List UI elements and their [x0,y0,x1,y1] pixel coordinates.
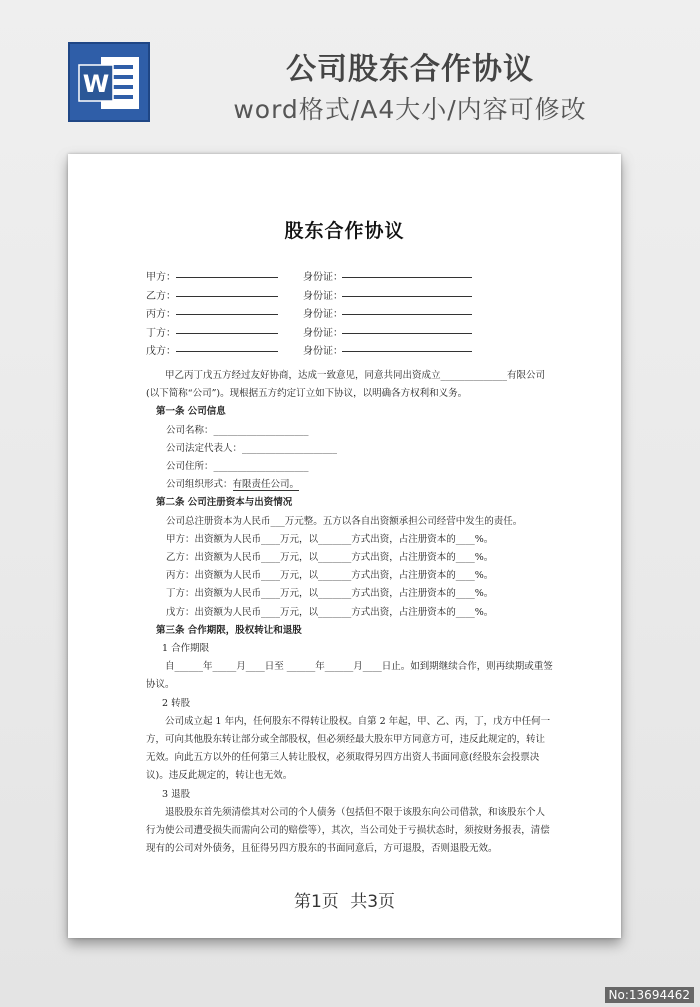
subsection-heading: 1 合作期限 [162,643,210,655]
id-label: 身份证： [303,309,343,320]
org-form-line [146,476,554,494]
document-title: 股东合作协议 [284,220,405,242]
party-row [146,285,566,304]
party-row [146,266,566,285]
party-row [146,340,566,359]
word-document-icon [67,41,151,123]
party-label: 戊方： [146,346,176,357]
party-label: 丁方： [146,327,176,339]
id-label: 身份证： [303,346,343,357]
article-heading: 第二条 公司注册资本与出资情况 [156,497,293,509]
article-heading: 第三条 合作期限，股权转让和退股 [156,624,302,636]
id-number-blank [342,266,472,278]
party-name-blank [176,303,278,315]
document-page [68,154,621,938]
word-icon-letter: W [82,70,110,98]
id-number-blank [342,303,472,315]
withdraw-paragraph: 退股股东首先须清偿其对公司的个人债务（包括但不限于该股东向公司借款，和该股东个人行为使公司遭受损失而需向公司的赔偿等），其次，当公司处于亏损状态时，须按财务报表，清偿现有的公司对外债务，且征得另四方股东的书面同意后，方可退股，否则退股无效。 [146,806,550,855]
company-address-line: 公司住所：____________________ [166,461,309,473]
id-number-blank [342,285,472,297]
transfer-paragraph: 公司成立起 1 年内，任何股东不得转让股权。自第 2 年起，甲、乙、丙，丁，戊方中任何一方，可向其他股东转让部分或全部股权，但必须经最大股东甲方同意方可，违反此规定的，转让无效。向此五方以外的任何第三人转让股权，必须取得另四方出资人书面同意(经股东会投票决议)。违反此规定的，转让也无效。 [146,715,551,782]
party-label: 丙方： [146,309,176,320]
party-name-blank [176,285,278,297]
company-name-line: 公司名称：____________________ [166,424,309,436]
id-label: 身份证： [303,290,343,302]
legal-representative-line: 公司法定代表人：____________________ [166,442,338,454]
party-label: 甲方： [146,272,176,283]
subsection-heading: 3 退股 [162,788,191,800]
contribution-line: 乙方：出资额为人民币____万元，以_______方式出资，占注册资本的____%。 [166,552,494,564]
image-id-badge: No:13694462 [605,987,694,1003]
id-label: 身份证： [303,327,343,339]
org-form-label: 公司组织形式： [166,479,233,491]
term-paragraph: 自______年_____月____日至 ______年______月____日止。如到期继续合作，则再续期或重签协议。 [146,661,553,691]
page-title: 公司股东合作协议 [286,52,534,87]
agreement-body [146,367,554,858]
party-list [146,266,566,359]
id-label: 身份证： [303,272,343,283]
contribution-line: 甲方：出资额为人民币____万元，以_______方式出资，占注册资本的____%。 [166,533,494,545]
party-label: 乙方： [146,290,176,302]
contribution-line: 丁方：出资额为人民币____万元，以_______方式出资，占注册资本的____%。 [166,588,494,600]
party-name-blank [176,266,278,278]
registered-capital-line: 公司总注册资本为人民币___万元整。五方以各自出资额承担公司经营中发生的责任。 [166,515,523,527]
contribution-line: 戊方：出资额为人民币____万元，以_______方式出资，占注册资本的____%。 [166,606,494,618]
party-name-blank [176,340,278,352]
id-number-blank [342,322,472,334]
party-row [146,303,566,322]
id-number-blank [342,340,472,352]
org-form-value: 有限责任公司。 [232,479,300,491]
page-number: 第1页 共3页 [293,892,396,912]
contribution-line: 丙方：出资额为人民币____万元，以_______方式出资，占注册资本的____%。 [166,570,494,582]
party-name-blank [176,322,278,334]
page-subtitle: word格式/A4大小/内容可修改 [233,95,587,124]
party-row [146,322,566,341]
subsection-heading: 2 转股 [162,697,191,709]
article-heading: 第一条 公司信息 [156,406,226,418]
intro-paragraph: 甲乙丙丁戊五方经过友好协商，达成一致意见，同意共同出资成立______________有限公司(以下简称“公司”)。现根据五方约定订立如下协议，以明确各方权利和义务。 [146,370,546,400]
